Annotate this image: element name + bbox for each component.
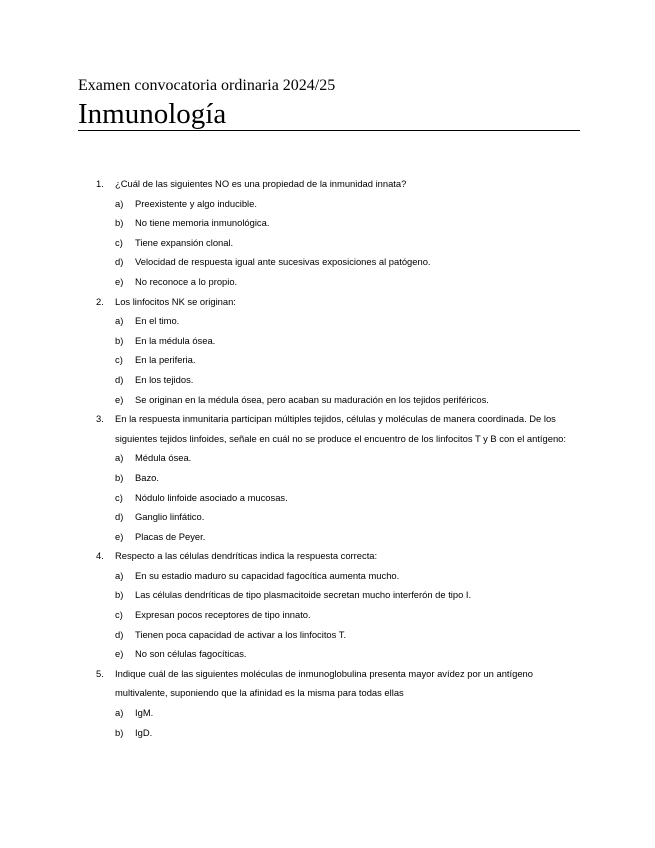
option-letter: c): [115, 236, 123, 248]
title-underline: [78, 130, 580, 131]
question-number: 4.: [96, 550, 104, 562]
option-letter: e): [115, 275, 124, 287]
question-number: 5.: [96, 667, 104, 679]
answer-option: [0, 488, 655, 508]
answer-option: [0, 644, 655, 664]
answer-option: [0, 233, 655, 253]
question-stem: [0, 174, 580, 194]
option-letter: e): [115, 648, 124, 660]
answer-option: [0, 527, 655, 547]
option-text: Placas de Peyer.: [135, 530, 206, 542]
option-letter: b): [115, 471, 124, 483]
question-1: [0, 174, 655, 292]
answer-option: [0, 252, 655, 272]
answer-option: [0, 390, 655, 410]
option-text: En los tejidos.: [135, 373, 194, 385]
option-text: Tiene expansión clonal.: [135, 236, 234, 248]
option-text: En la periferia.: [135, 354, 196, 366]
question-number: 2.: [96, 295, 104, 307]
option-text: No reconoce a lo propio.: [135, 275, 238, 287]
exam-subtitle: Examen convocatoria ordinaria 2024/25: [78, 77, 336, 94]
option-text: No tiene memoria inmunológica.: [135, 217, 270, 229]
answer-option: [0, 703, 655, 723]
answer-option: [0, 272, 655, 292]
option-text: En el timo.: [135, 315, 180, 327]
option-letter: b): [115, 589, 124, 601]
option-text: Médula ósea.: [135, 452, 192, 464]
option-text: IgD.: [135, 726, 153, 738]
question-3: [0, 409, 655, 546]
option-letter: d): [115, 511, 124, 523]
answer-option: [0, 331, 655, 351]
question-text: Los linfocitos NK se originan:: [115, 295, 236, 307]
option-letter: b): [115, 217, 124, 229]
option-letter: b): [115, 726, 124, 738]
question-text: En la respuesta inmunitaria participan múltiples tejidos, células y moléculas de manera coordinada. De los siguientes tejidos linfoides, señale en cuál no se produce el encuentro de los linfocitos T y B con el antígeno:: [115, 413, 566, 444]
answer-option: [0, 507, 655, 527]
answer-option: [0, 194, 655, 214]
answer-option: [0, 213, 655, 233]
option-text: Preexistente y algo inducible.: [135, 197, 257, 209]
question-stem: [0, 546, 580, 566]
answer-option: [0, 566, 655, 586]
option-letter: b): [115, 334, 124, 346]
option-letter: a): [115, 197, 124, 209]
question-text: ¿Cuál de las siguientes NO es una propiedad de la inmunidad innata?: [115, 178, 407, 189]
option-letter: e): [115, 530, 124, 542]
option-letter: c): [115, 491, 123, 503]
question-2: [0, 292, 655, 410]
question-4: [0, 546, 655, 664]
option-letter: a): [115, 315, 124, 327]
option-text: En su estadio maduro su capacidad fagocítica aumenta mucho.: [135, 569, 400, 581]
question-text: Respecto a las células dendríticas indica la respuesta correcta:: [115, 550, 378, 562]
answer-option: [0, 625, 655, 645]
question-number: 1.: [96, 178, 104, 189]
answer-option: [0, 468, 655, 488]
option-text: Las células dendríticas de tipo plasmacitoide secretan mucho interferón de tipo I.: [135, 589, 472, 601]
answer-option: [0, 605, 655, 625]
option-text: IgM.: [135, 707, 154, 719]
answer-option: [0, 585, 655, 605]
question-number: 3.: [96, 413, 104, 425]
option-letter: e): [115, 393, 124, 405]
option-letter: c): [115, 354, 123, 366]
question-list: [0, 174, 655, 742]
option-letter: c): [115, 609, 123, 621]
answer-option: [0, 370, 655, 390]
page-title: Inmunología: [78, 98, 227, 130]
option-letter: a): [115, 452, 124, 464]
option-text: Nódulo linfoide asociado a mucosas.: [135, 491, 288, 503]
option-text: Ganglio linfático.: [135, 511, 205, 523]
question-text: Indique cuál de las siguientes moléculas de inmunoglobulina presenta mayor avídez por un antígeno multivalente, suponiendo que la afinidad es la misma para todas ellas: [115, 667, 533, 699]
option-text: Se originan en la médula ósea, pero acaban su maduración en los tejidos periféricos.: [135, 393, 489, 405]
option-letter: a): [115, 707, 124, 719]
option-letter: d): [115, 628, 124, 640]
option-text: Velocidad de respuesta igual ante sucesivas exposiciones al patógeno.: [135, 256, 431, 268]
question-stem: [0, 409, 580, 448]
option-letter: a): [115, 569, 124, 581]
question-5: [0, 664, 655, 742]
question-stem: [0, 292, 580, 312]
option-letter: d): [115, 256, 124, 268]
option-letter: d): [115, 373, 124, 385]
answer-option: [0, 723, 655, 743]
option-text: Bazo.: [135, 471, 159, 483]
option-text: No son células fagocíticas.: [135, 648, 247, 660]
question-stem: [0, 664, 580, 703]
answer-option: [0, 448, 655, 468]
answer-option: [0, 311, 655, 331]
option-text: Expresan pocos receptores de tipo innato.: [135, 609, 311, 621]
answer-option: [0, 350, 655, 370]
option-text: En la médula ósea.: [135, 334, 216, 346]
option-text: Tienen poca capacidad de activar a los linfocitos T.: [135, 628, 347, 640]
